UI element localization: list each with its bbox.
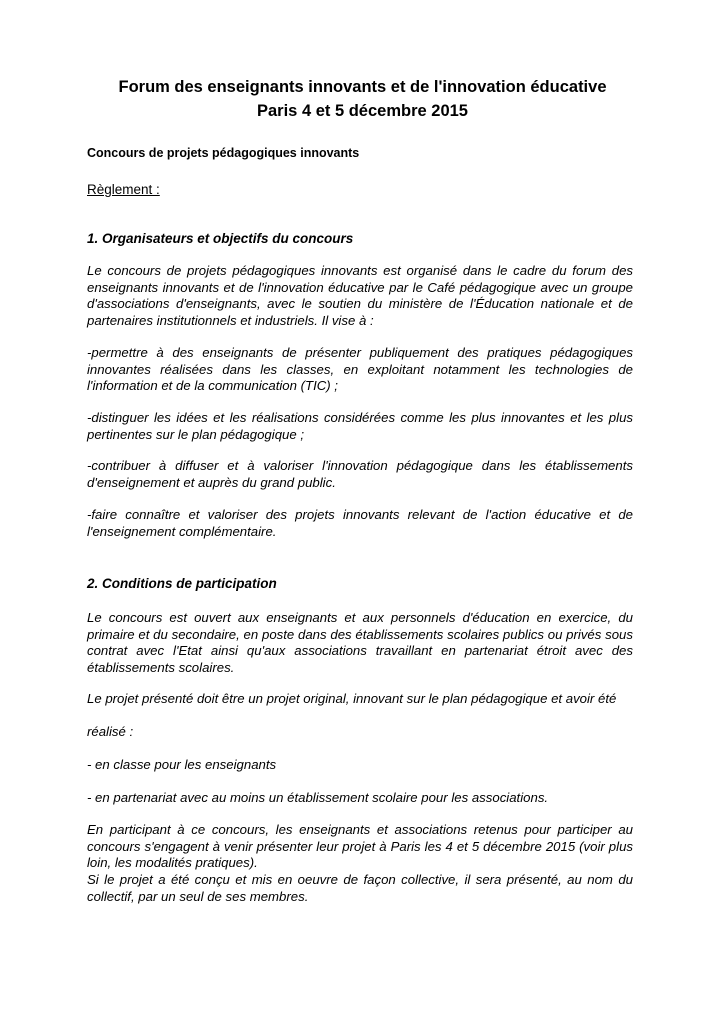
document-subtitle-date: Paris 4 et 5 décembre 2015 [257,102,468,120]
section1-intro: Le concours de projets pédagogiques innovants est organisé dans le cadre du forum des enseignants innovants et de l'innovation éducative par le Café pédagogique avec un groupe d'associations d'enseignants, avec le soutien du ministère de l'Éducation nationale et de partenaires institutionnels et industriels. Il vise à : [87,263,633,328]
section2-paragraph: Si le projet a été conçu et mis en oeuvre de façon collective, il sera présenté, au nom du collectif, par un seul de ses membres. [87,872,633,904]
section1-item: -distinguer les idées et les réalisations considérées comme les plus innovantes et les plus pertinentes sur le plan pédagogique ; [87,410,633,442]
section2-paragraph: - en classe pour les enseignants [87,757,277,772]
section1-item: -faire connaître et valoriser des projets innovants relevant de l'action éducative et de l'enseignement complémentaire. [87,507,633,539]
section2-paragraph: - en partenariat avec au moins un établissement scolaire pour les associations. [87,790,549,805]
document-title: Forum des enseignants innovants et de l'innovation éducative [118,78,607,96]
section2-heading: 2. Conditions de participation [87,576,277,591]
section2-paragraph: Le concours est ouvert aux enseignants et aux personnels d'éducation en exercice, du primaire et du secondaire, en poste dans des établissements scolaires publics ou privés sous contrat avec l'Etat ainsi qu'aux associations travaillant en partenariat étroit avec des établissements scolaires. [87,610,633,675]
section1-heading: 1. Organisateurs et objectifs du concours [87,231,354,246]
reglement-label: Règlement : [87,182,160,197]
section1-item: -permettre à des enseignants de présenter publiquement des pratiques pédagogiques innovantes réalisées dans les classes, en exploitant notamment les technologies de l'information et de la communication (TIC) ; [87,345,633,394]
section2-paragraph: Le projet présenté doit être un projet original, innovant sur le plan pédagogique et avoir été [87,691,617,706]
section2-paragraph: En participant à ce concours, les enseignants et associations retenus pour participer au concours s'engagent à venir présenter leur projet à Paris les 4 et 5 décembre 2015 (voir plus loin, les modalités pratiques). [87,822,633,871]
contest-subheading: Concours de projets pédagogiques innovants [87,146,360,160]
section2-paragraph: réalisé : [87,724,134,739]
section1-item: -contribuer à diffuser et à valoriser l'innovation pédagogique dans les établissements d'enseignement et auprès du grand public. [87,458,633,490]
